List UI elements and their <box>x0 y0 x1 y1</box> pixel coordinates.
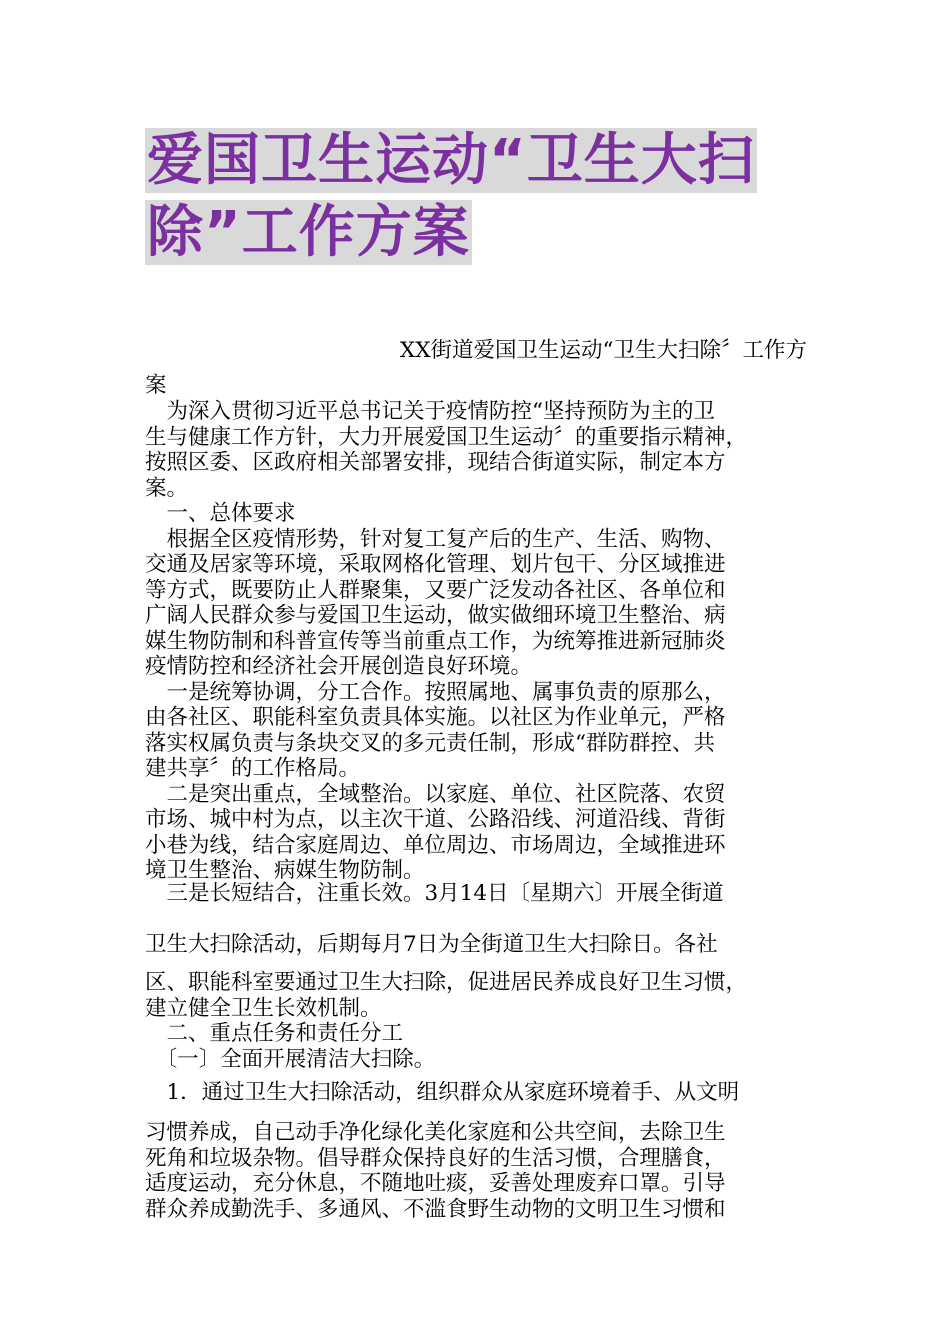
subtitle-line-2: 案 <box>145 372 167 398</box>
title-line-2: 除”工作方案 <box>147 200 470 265</box>
body-block-3: 卫生大扫除活动，后期每月7日为全街道卫生大扫除日。各社 <box>145 932 718 957</box>
document-title <box>145 125 825 269</box>
body-block-2: 三是长短结合，注重长效。3月14日〔星期六〕开展全街道 <box>145 881 724 906</box>
title-line-1: 爱国卫生运动“卫生大扫 <box>147 128 755 193</box>
subtitle-line-1: XX街道爱国卫生运动“卫生大扫除〞工作方 <box>399 338 807 363</box>
body-block-5: 1．通过卫生大扫除活动，组织群众从家庭环境着手、从文明 <box>145 1080 740 1105</box>
body-block-4: 区、职能科室要通过卫生大扫除，促进居民养成良好卫生习惯， 建立健全卫生长效机制。 二、重点任务和责任分工 〔一〕全面开展清洁大扫除。 <box>145 970 748 1072</box>
document-subtitle <box>145 338 807 398</box>
body-block-1: 为深入贯彻习近平总书记关于疫情防控“坚持预防为主的卫 生与健康工作方针，大力开展爱国卫生运动〞的重要指示精神， 按照区委、区政府相关部署安排，现结合街道实际，制定本方 案。 一、总体要求 根据全区疫情形势，针对复工复产后的生产、生活、购物、 交通及居家等环境，采取网格化管理、划片包干、分区域推进 等方式，既要防止人群聚集，又要广泛发动各社区、各单位和 广阔人民群众参与爱国卫生运动，做实做细环境卫生整治、病 媒生物防制和科普宣传等当前重点工作，为统筹推进新冠肺炎 疫情防控和经济社会开展创造良好环境。 一是统筹协调，分工合作。按照属地、属事负责的原那么， 由各社区、职能科室负责具体实施。以社区为作业单元，严格 落实权属负责与条块交叉的多元责任制，形成“群防群控、共 建共享〞的工作格局。 二是突出重点，全域整治。以家庭、单位、社区院落、农贸 市场、城中村为点，以主次干道、公路沿线、河道沿线、背街 小巷为线，结合家庭周边、单位周边、市场周边，全域推进环 境卫生整治、病媒生物防制。 <box>145 399 748 883</box>
body-block-6: 习惯养成，自己动手净化绿化美化家庭和公共空间，去除卫生 死角和垃圾杂物。倡导群众保持良好的生活习惯，合理膳食， 适度运动，充分休息，不随地吐痰，妥善处理废弃口罩。引导 群众养成勤洗手、多通风、不滥食野生动物的文明卫生习惯和 <box>145 1120 726 1222</box>
